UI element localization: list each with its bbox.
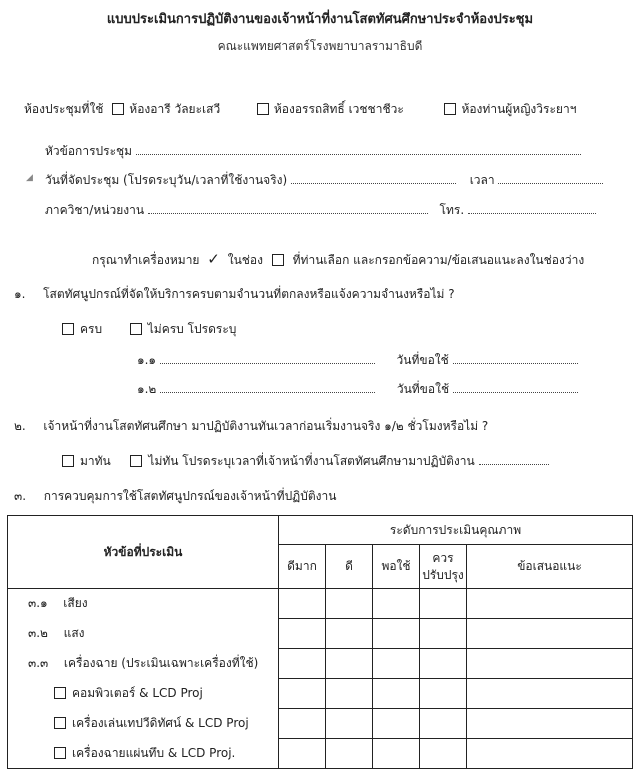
checkmark-icon: ✓	[207, 250, 220, 268]
phone-field[interactable]	[468, 201, 596, 214]
row-topic	[8, 679, 279, 709]
room-checkbox-2[interactable]	[257, 103, 269, 115]
department-field[interactable]	[148, 201, 428, 214]
suggestion-cell[interactable]	[467, 649, 633, 679]
room-option-2: ห้องอรรถสิทธิ์ เวชชาชีวะ	[273, 102, 404, 116]
row-text: เครื่องฉาย (ประเมินเฉพาะเครื่องที่ใช้)	[63, 656, 259, 670]
room-row	[24, 100, 576, 119]
q1-sub1-field[interactable]	[160, 351, 375, 364]
rating-cell[interactable]	[420, 679, 467, 709]
date-field-row	[45, 171, 603, 190]
example-checkbox	[272, 254, 284, 266]
row-text: แสง	[63, 626, 85, 640]
suggestion-cell[interactable]	[467, 739, 633, 769]
instruction-middle: ในช่อง	[227, 253, 263, 267]
rating-cell[interactable]	[373, 709, 420, 739]
rating-cell[interactable]	[279, 709, 326, 739]
time-label: เวลา	[469, 173, 495, 187]
table-row	[8, 679, 633, 709]
q1-sub1-row	[137, 351, 578, 370]
topic-label: หัวข้อการประชุม	[45, 144, 133, 158]
form-title: แบบประเมินการปฏิบัติงานของเจ้าหน้าที่งานโสตทัศนศึกษาประจำห้องประชุม	[106, 12, 534, 27]
rating-cell[interactable]	[420, 709, 467, 739]
evaluation-table	[7, 515, 633, 769]
room-checkbox-3[interactable]	[444, 103, 456, 115]
rating-cell[interactable]	[326, 739, 373, 769]
q2-text: เจ้าหน้าที่งานโสตทัศนศึกษา มาปฏิบัติงานทันเวลาก่อนเริ่มงานจริง ๑/๒ ชั่วโมงหรือไม่ ?	[43, 419, 489, 433]
q1-sub2-date-field[interactable]	[453, 380, 578, 393]
q1-sub2-number: ๑.๒	[137, 382, 157, 396]
room-option-1: ห้องอารี วัลยะเสวี	[129, 102, 221, 116]
row-number: ๓.๒	[28, 626, 48, 640]
rating-cell[interactable]	[373, 739, 420, 769]
q1-sub1-date-field[interactable]	[453, 351, 578, 364]
room-checkbox-1[interactable]	[112, 103, 124, 115]
q2-question	[14, 417, 488, 436]
department-label: ภาควิชา/หน่วยงาน	[45, 203, 145, 217]
q2-time-field[interactable]	[479, 452, 549, 465]
topic-field[interactable]	[136, 142, 581, 155]
q1-yes-checkbox[interactable]	[62, 323, 74, 335]
q2-yes-checkbox[interactable]	[62, 455, 74, 467]
room-option-3: ห้องท่านผู้หญิงวิระยาฯ	[461, 102, 577, 116]
rating-cell[interactable]	[420, 619, 467, 649]
rating-cell[interactable]	[279, 739, 326, 769]
q2-yes-label: มาทัน	[80, 454, 111, 468]
row-topic	[8, 649, 279, 679]
rating-cell[interactable]	[326, 619, 373, 649]
q3-number: ๓.	[14, 489, 27, 503]
room-label: ห้องประชุมที่ใช้	[24, 102, 104, 116]
rating-cell[interactable]	[326, 679, 373, 709]
date-field[interactable]	[291, 171, 456, 184]
suggestion-cell[interactable]	[467, 709, 633, 739]
row-topic	[8, 589, 279, 619]
rating-cell[interactable]	[373, 619, 420, 649]
q1-sub2-date-label: วันที่ขอใช้	[396, 382, 450, 396]
level-fair: พอใช้	[373, 545, 420, 589]
q3-text: การควบคุมการใช้โสตทัศนูปกรณ์ของเจ้าหน้าที่ปฏิบัติงาน	[43, 489, 337, 503]
table-row	[8, 709, 633, 739]
collapse-triangle-icon: ◢	[26, 173, 33, 183]
table-row	[8, 739, 633, 769]
q1-yes-label: ครบ	[80, 322, 103, 336]
table-row	[8, 619, 633, 649]
table-row	[8, 589, 633, 619]
suggestion-cell[interactable]	[467, 589, 633, 619]
row-text: เครื่องฉายแผ่นทึบ & LCD Proj.	[72, 745, 236, 760]
level-good: ดี	[326, 545, 373, 589]
rating-cell[interactable]	[326, 589, 373, 619]
topic-field-row	[45, 142, 581, 161]
level-improve: ควร ปรับปรุง	[420, 545, 467, 589]
q1-no-checkbox[interactable]	[130, 323, 142, 335]
q2-number: ๒.	[14, 419, 26, 433]
projector-checkbox-2[interactable]	[54, 717, 66, 729]
projector-checkbox-3[interactable]	[54, 747, 66, 759]
row-number: ๓.๑	[28, 596, 48, 611]
level-excellent: ดีมาก	[279, 545, 326, 589]
time-field[interactable]	[498, 171, 603, 184]
rating-cell[interactable]	[420, 649, 467, 679]
rating-cell[interactable]	[326, 709, 373, 739]
q1-sub1-number: ๑.๑	[137, 353, 157, 367]
row-topic	[8, 739, 279, 769]
q1-no-label: ไม่ครบ โปรดระบุ	[147, 322, 237, 336]
rating-cell[interactable]	[279, 619, 326, 649]
suggestion-cell[interactable]	[467, 619, 633, 649]
instruction	[92, 250, 584, 270]
projector-checkbox-1[interactable]	[54, 687, 66, 699]
rating-cell[interactable]	[373, 649, 420, 679]
form-subtitle: คณะแพทยศาสตร์โรงพยาบาลรามาธิบดี	[217, 39, 423, 53]
rating-cell[interactable]	[326, 649, 373, 679]
q2-options	[62, 452, 549, 471]
rating-cell[interactable]	[420, 589, 467, 619]
row-topic	[8, 709, 279, 739]
q1-sub2-row	[137, 380, 578, 399]
row-text: คอมพิวเตอร์ & LCD Proj	[72, 686, 203, 700]
rating-cell[interactable]	[279, 589, 326, 619]
row-text: เครื่องเล่นเทปวีดิทัศน์ & LCD Proj	[72, 716, 249, 730]
q1-sub1-date-label: วันที่ขอใช้	[396, 353, 449, 367]
q2-no-label: ไม่ทัน โปรดระบุเวลาที่เจ้าหน้าที่งานโสตทัศนศึกษามาปฏิบัติงาน	[148, 454, 475, 468]
q1-sub2-field[interactable]	[160, 380, 375, 393]
rating-cell[interactable]	[420, 739, 467, 769]
rating-cell[interactable]	[373, 589, 420, 619]
q3-question	[14, 487, 336, 506]
col-suggestion-header: ข้อเสนอแนะ	[467, 545, 633, 589]
rating-cell[interactable]	[279, 649, 326, 679]
table-row	[8, 649, 633, 679]
q1-number: ๑.	[14, 287, 26, 301]
col-topic-header: หัวข้อที่ประเมิน	[8, 516, 279, 589]
rating-cell[interactable]	[373, 679, 420, 709]
row-text: เสียง	[63, 596, 88, 611]
row-number: ๓.๓	[28, 656, 49, 670]
date-label: วันที่จัดประชุม (โปรดระบุวัน/เวลาที่ใช้งานจริง)	[45, 173, 288, 187]
row-topic	[8, 619, 279, 649]
instruction-before: กรุณาทำเครื่องหมาย	[92, 253, 200, 267]
department-field-row	[45, 201, 596, 220]
phone-label: โทร.	[439, 203, 465, 217]
suggestion-cell[interactable]	[467, 679, 633, 709]
instruction-after: ที่ท่านเลือก และกรอกข้อความ/ข้อเสนอแนะลงในช่องว่าง	[292, 253, 585, 267]
q1-text: โสตทัศนูปกรณ์ที่จัดให้บริการครบตามจำนวนที่ตกลงหรือแจ้งความจำนงหรือไม่ ?	[43, 287, 455, 301]
rating-cell[interactable]	[279, 679, 326, 709]
col-level-header: ระดับการประเมินคุณภาพ	[279, 516, 633, 545]
q2-no-checkbox[interactable]	[130, 455, 142, 467]
q1-question	[14, 285, 455, 304]
q1-options	[62, 320, 236, 339]
